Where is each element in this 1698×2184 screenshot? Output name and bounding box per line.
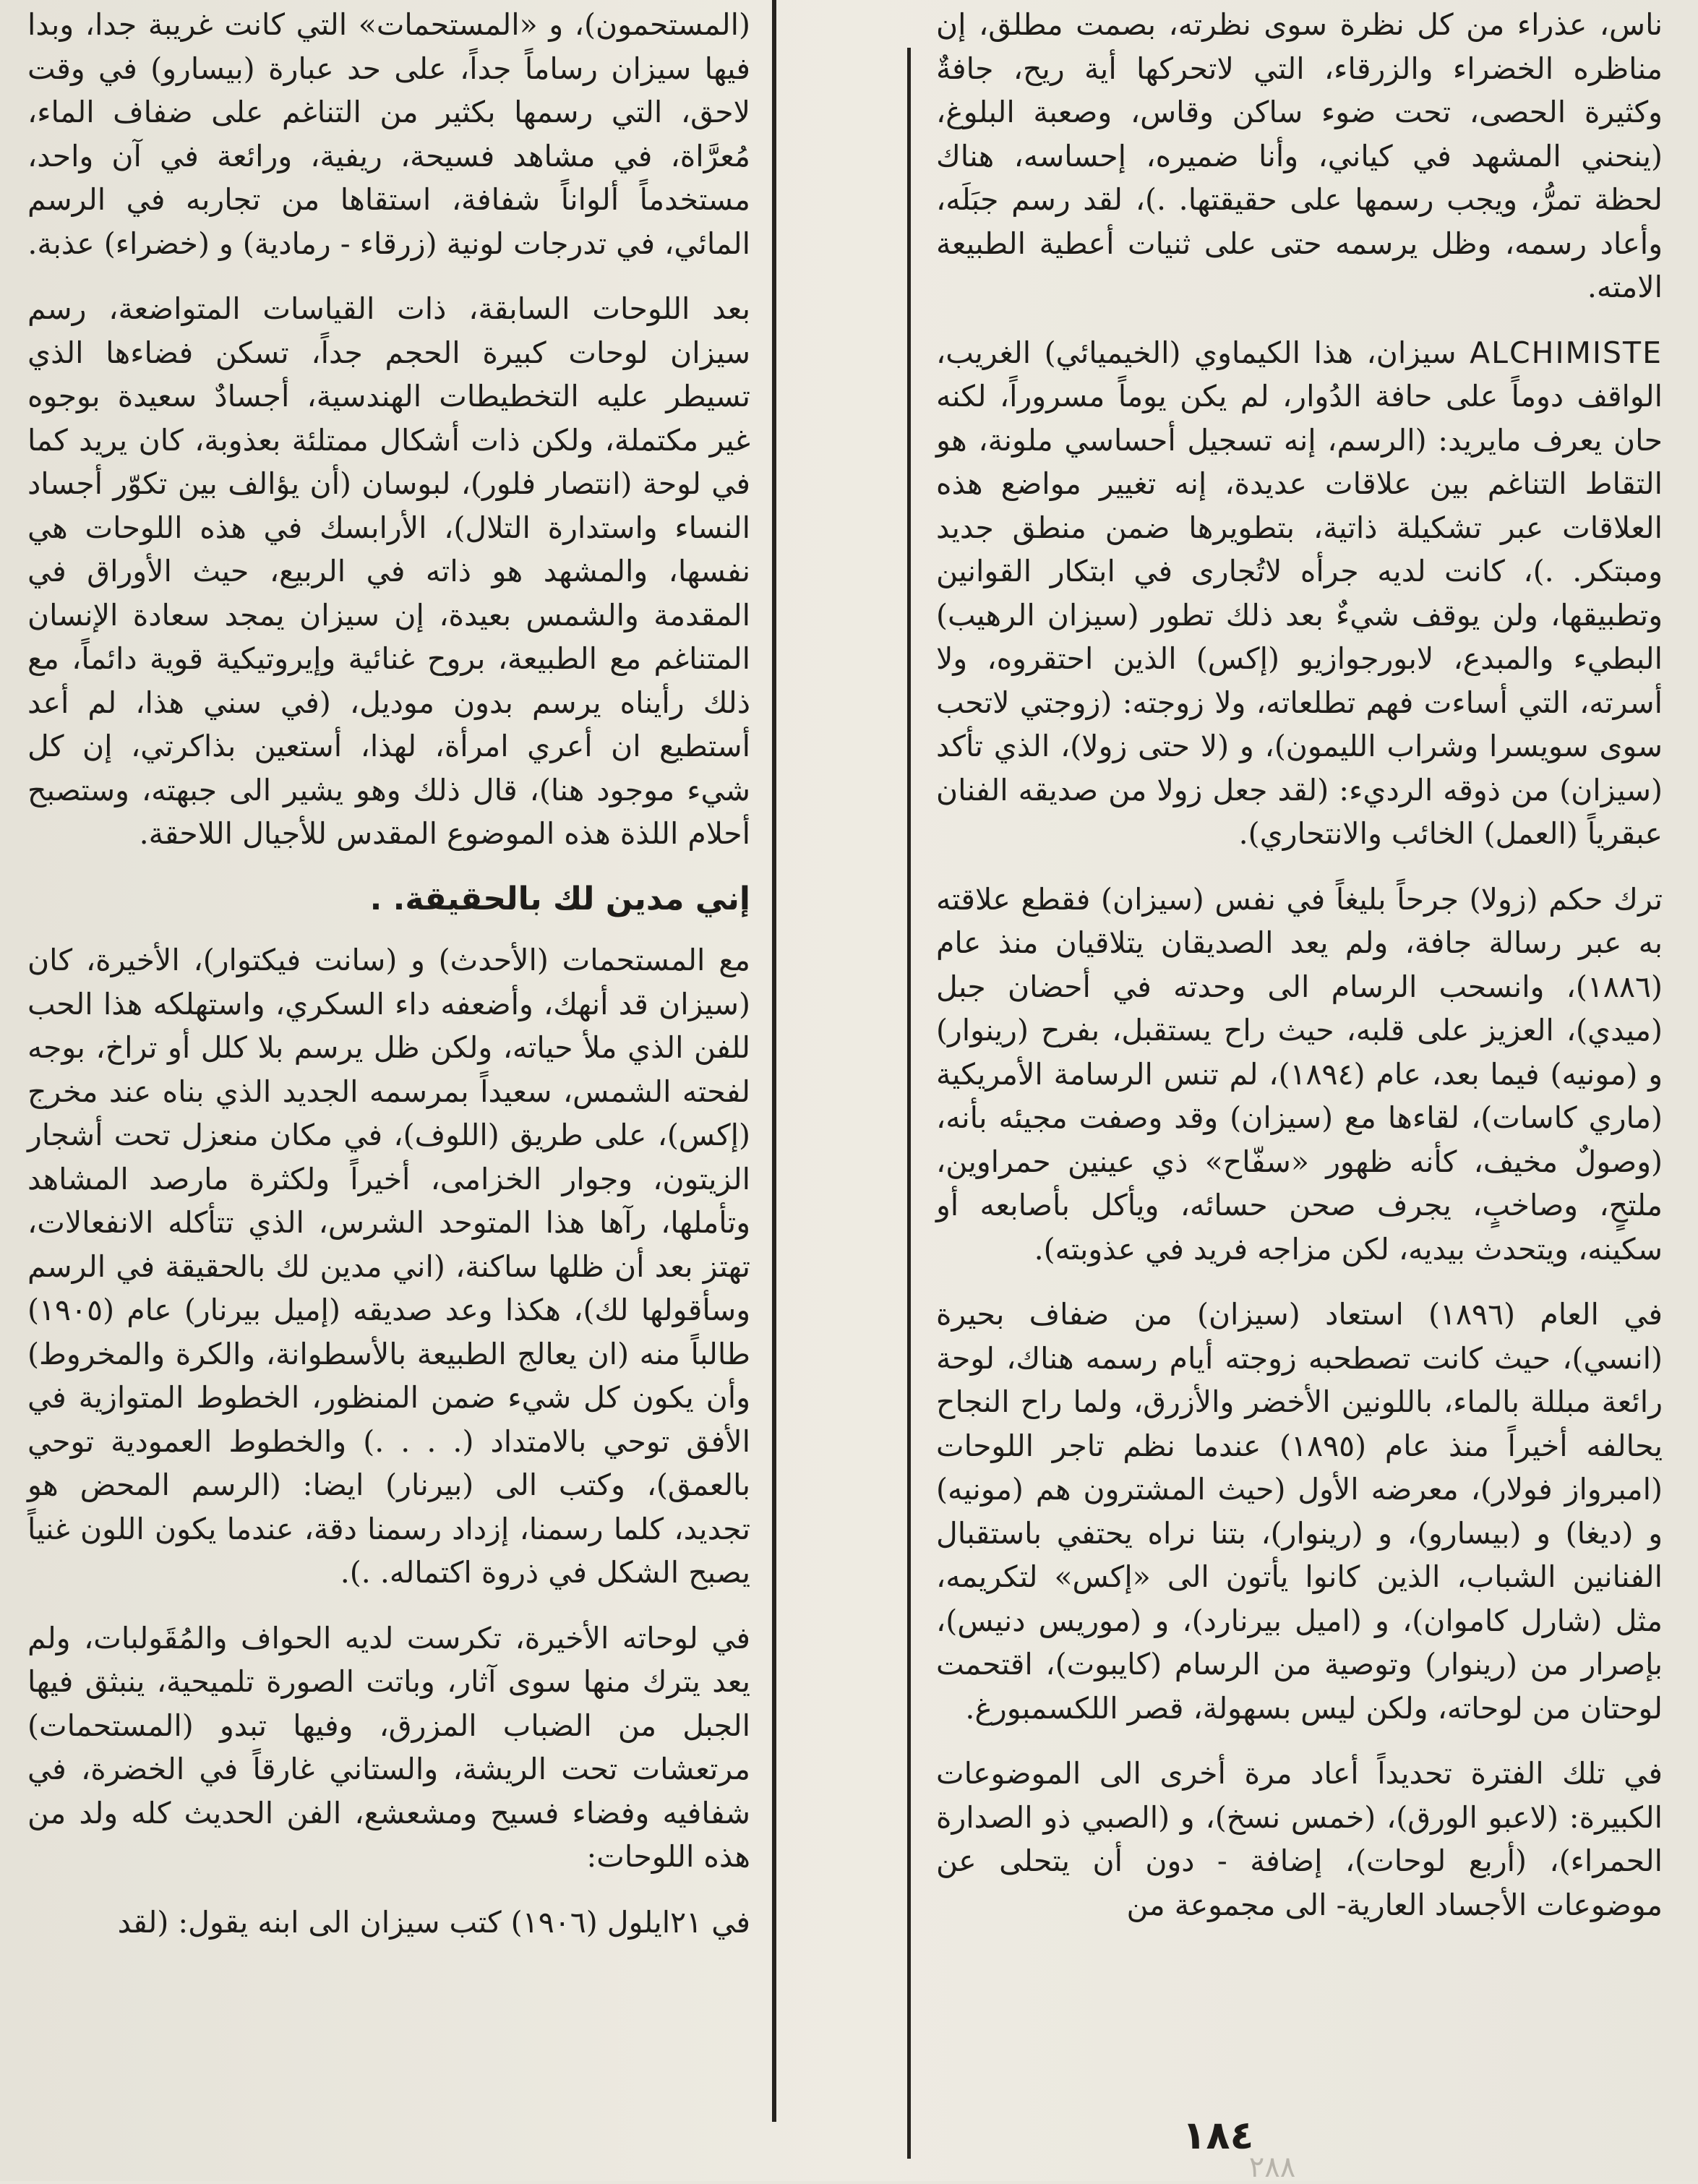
left-paragraph-4: في لوحاته الأخيرة، تكرست لديه الحواف والمُقَولبات، ولم يعد يترك منها سوى آثار، وباتت الصورة تلميحية، ينبثق فيها الجبل من الضباب المزرق، وفيها تبدو (المستحمات) مرتعشات تحت الريشة، والستاني غارقاً في الخضرة، في شفافيه وفضاء فسيح ومشعشع، الفن الحديث كله ولد من هذه اللوحات: xyxy=(27,1620,750,1874)
left-paragraph-3: مع المستحمات (الأحدث) و (سانت فيكتوار)، الأخيرة، كان (سيزان قد أنهك، وأضعفه داء السكري، واستهلكه هذا الحب للفن الذي ملأ حياته، ولكن ظل يرسم بلا كلل أو تراخ، بوجه لفحته الشمس، سعيداً بمرسمه الجديد الذي بناه عند مخرج (إكس)، على طريق (اللوف)، في مكان منعزل تحت أشجار الزيتون، وجوار الخزامى، أخيراً ولكثرة مارصد المشاهد وتأملها، رآها هذا المتوحد الشرس، الذي تتأكله الانفعالات، تهتز بعد أن ظلها ساكنة، (اني مدين لك بالحقيقة في الرسم وسأقولها لك)، هكذا وعد صديقه (إميل بيرنار) عام (١٩٠٥) طالباً منه (ان يعالج الطبيعة بالأسطوانة، والكرة والمخروط) وأن يكون كل شيء ضمن المنظور، الخطوط المتوازية في الأفق توحي بالامتداد (. . . .) والخطوط العمودية توحي بالعمق)، وكتب الى (بيرنار) ايضا: (الرسم المحض هو تجديد، كلما رسمنا، إزداد رسمنا دقة، عندما يكون اللون غنياً يصبح الشكل في ذروة اكتماله. .). xyxy=(27,943,750,1590)
right-paragraph-2-text: سيزان، هذا الكيماوي (الخيميائي) الغريب، الواقف دوماً على حافة الدُوار، لم يكن يوماً مسروراً، لكنه حان يعرف مايريد: (الرسم، إنه تسجيل أحساسي ملونة، هو التقاط التناغم بين علاقات عديدة، إنه تغيير مواضع هذه العلاقات عبر تشكيلة ذاتية، بتطويرها ضمن منطق جديد ومبتكر. .)، كانت لديه جرأه لاتُجارى في ابتكار القوانين وتطبيقها، ولن يوقف شيءٌ بعد ذلك تطور (سيزان الرهيب) البطيء والمبدع، لابورجوازيو (إكس) الذين احتقروه، ولا أسرته، التي أساءت فهم تطلعاته، ولا زوجته: (زوجتي لاتحب سوى سويسرا وشراب الليمون)، و (لا حتى زولا)، الذي تأكد (سيزان) من ذوقه الرديء: (لقد جعل زولا من صديقه الفنان عبقرياً (العمل) الخائب والانتحاري). xyxy=(936,335,1663,851)
right-paragraph-2 xyxy=(936,331,1663,856)
column-rule-right xyxy=(907,48,911,2159)
right-column xyxy=(936,3,1663,1948)
left-paragraph-5: في ٢١ايلول (١٩٠٦) كتب سيزان الى ابنه يقول: (لقد xyxy=(117,1904,750,1940)
right-paragraph-1: ناس، عذراء من كل نظرة سوى نظرته، بصمت مطلق، إن مناظره الخضراء والزرقاء، التي لاتحركها أية ريح، جافةٌ وكثيرة الحصى، تحت ضوء ساكن وقاس، وصعبة البلوغ، (ينحني المشهد في كياني، وأنا ضميره، إحساسه، هناك لحظة تمرُّ، ويجب رسمها على حقيقتها. .)، لقد رسم جبَلَه، وأعاد رسمه، وظل يرسمه حتى على ثنيات أعطية الطبيعة الامته. xyxy=(936,7,1663,304)
bleed-through-page-number: ٢٨٨ xyxy=(1248,2151,1296,2184)
column-rule-left xyxy=(772,0,776,2122)
section-heading: إني مدين لك بالحقيقة. . xyxy=(369,880,750,917)
right-paragraph-3: ترك حكم (زولا) جرحاً بليغاً في نفس (سيزان) فقطع علاقته به عبر رسالة جافة، ولم يعد الصديقان يتلاقيان منذ عام (١٨٨٦)، وانسحب الرسام الى وحدته في أحضان جبل (ميدي)، العزيز على قلبه، حيث راح يستقبل، بفرح (رينوار) و (مونيه) فيما بعد، عام (١٨٩٤)، لم تنس الرسامة الأمريكية (ماري كاسات)، لقاءها مع (سيزان) وقد وصفت مجيئه بأنه، (وصولٌ مخيف، كأنه ظهور «سفّاح» ذي عينين حمراوين، ملتحٍ، وصاخبٍ، يجرف صحن حسائه، ويأكل بأصابعه أو سكينه، ويتحدث بيديه، لكن مزاجه فريد في عذوبته). xyxy=(936,881,1663,1267)
right-paragraph-4: في العام (١٨٩٦) استعاد (سيزان) من ضفاف بحيرة (انسي)، حيث كانت تصطحبه زوجته أيام رسمه هناك، لوحة رائعة مبللة بالماء، باللونين الأخضر والأزرق، ولما راح النجاح يحالفه أخيراً منذ عام (١٨٩٥) عندما نظم تاجر اللوحات (امبرواز فولار)، معرضه الأول (حيث المشترون هم (مونيه) و (ديغا) و (بيسارو)، و (رينوار)، بتنا نراه يحتفي باستقبال الفنانين الشباب، الذين كانوا يأتون الى «إكس» لتكريمه، مثل (شارل كاموان)، و (اميل بيرنارد)، و (موريس دنيس)، بإصرار من (رينوار) وتوصية من الرسام (كايبوت)، اقتحمت لوحتان من لوحاته، ولكن ليس بسهولة، قصر اللكسمبورغ. xyxy=(936,1297,1663,1726)
alchimiste-term: ALCHIMISTE xyxy=(1470,335,1663,370)
page-number: ١٨٤ xyxy=(1182,2112,1254,2158)
left-column xyxy=(27,3,750,1966)
left-paragraph-1: (المستحمون)، و «المستحمات» التي كانت غريبة جدا، وبدا فيها سيزان رساماً جداً، على حد عبارة (بيسارو) في وقت لاحق، التي رسمها بكثير من التناغم على ضفاف الماء، مُعرَّاة، في مشاهد فسيحة، ريفية، ورائعة في آن واحد، مستخدماً ألواناً شفافة، استقاها من تجاربه في الرسم المائي، في تدرجات لونية (زرقاء - رمادية) و (خضراء) عذبة. xyxy=(27,7,750,261)
right-paragraph-5: في تلك الفترة تحديداً أعاد مرة أخرى الى الموضوعات الكبيرة: (لاعبو الورق)، (خمس نسخ)، و (الصبي ذو الصدارة الحمراء)، (أربع لوحات)، إضافة - دون أن يتحلى عن موضوعات الأجساد العارية- الى مجموعة من xyxy=(936,1756,1663,1922)
left-paragraph-2: بعد اللوحات السابقة، ذات القياسات المتواضعة، رسم سيزان لوحات كبيرة الحجم جداً، تسكن فضاءها الذي تسيطر عليه التخطيطات الهندسية، أجسادٌ سعيدة بوجوه غير مكتملة، ولكن ذات أشكال ممتلئة بعذوبة، كان يريد كما في لوحة (انتصار فلور)، لبوسان (أن يؤالف بين تكوّر أجساد النساء واستدارة التلال)، الأرابسك في هذه اللوحات هي نفسها، والمشهد هو ذاته في الربيع، حيث الأوراق في المقدمة والشمس بعيدة، إن سيزان يمجد سعادة الإنسان المتناغم مع الطبيعة، بروح غنائية وإيروتيكية قوية دائماً، مع ذلك رأيناه يرسم بدون موديل، (في سني هذا، لم أعد أستطيع ان أعري امرأة، لهذا، أستعين بذاكرتي، إن كل شيء موجود هنا)، قال ذلك وهو يشير الى جبهته، وستصبح أحلام اللذة هذه الموضوع المقدس للأجيال اللاحقة. xyxy=(27,291,750,851)
